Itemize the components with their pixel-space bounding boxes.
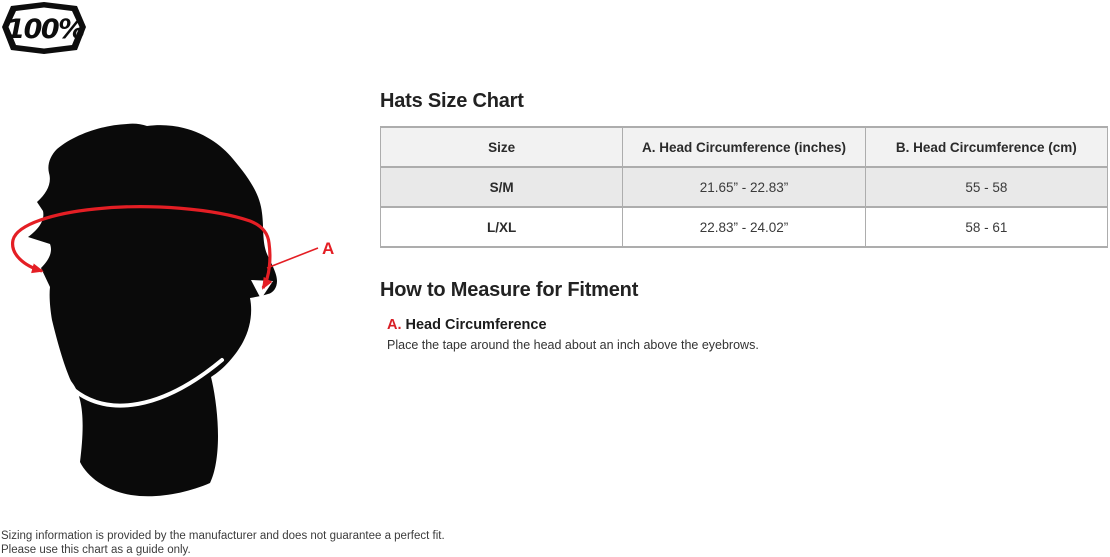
size-chart-title: Hats Size Chart bbox=[380, 90, 524, 112]
how-to-measure-title: How to Measure for Fitment bbox=[380, 279, 639, 301]
measure-item-head-circumference bbox=[387, 317, 1108, 353]
size-chart-content bbox=[380, 90, 1108, 353]
measurement-label-a: A bbox=[322, 239, 335, 258]
disclaimer bbox=[1, 529, 445, 557]
measure-item-name: Head Circumference bbox=[405, 317, 547, 333]
cell-size: L/XL bbox=[381, 207, 623, 247]
cell-size: S/M bbox=[381, 167, 623, 207]
disclaimer-line-2: Please use this chart as a guide only. bbox=[1, 544, 191, 556]
measure-item-title bbox=[387, 317, 1108, 334]
table-header-row bbox=[381, 127, 1108, 167]
cell-cm: 58 - 61 bbox=[865, 207, 1107, 247]
measure-item-description: Place the tape around the head about an inch above the eyebrows. bbox=[387, 338, 759, 352]
column-header-size: Size bbox=[381, 127, 623, 167]
brand-logo bbox=[2, 2, 86, 54]
head-silhouette bbox=[28, 124, 277, 497]
logo-text: 100% bbox=[6, 14, 84, 45]
label-pointer-line bbox=[267, 248, 318, 268]
table-row bbox=[381, 207, 1108, 247]
cell-inches: 22.83” - 24.02” bbox=[623, 207, 865, 247]
head-measurement-figure bbox=[0, 110, 360, 510]
measure-item-letter: A. bbox=[387, 317, 402, 333]
column-header-inches: A. Head Circumference (inches) bbox=[623, 127, 865, 167]
disclaimer-line-1: Sizing information is provided by the manufacturer and does not guarantee a perfect fit. bbox=[1, 530, 445, 542]
size-chart-table bbox=[380, 126, 1108, 248]
cell-inches: 21.65” - 22.83” bbox=[623, 167, 865, 207]
cell-cm: 55 - 58 bbox=[865, 167, 1107, 207]
column-header-cm: B. Head Circumference (cm) bbox=[865, 127, 1107, 167]
table-row bbox=[381, 167, 1108, 207]
